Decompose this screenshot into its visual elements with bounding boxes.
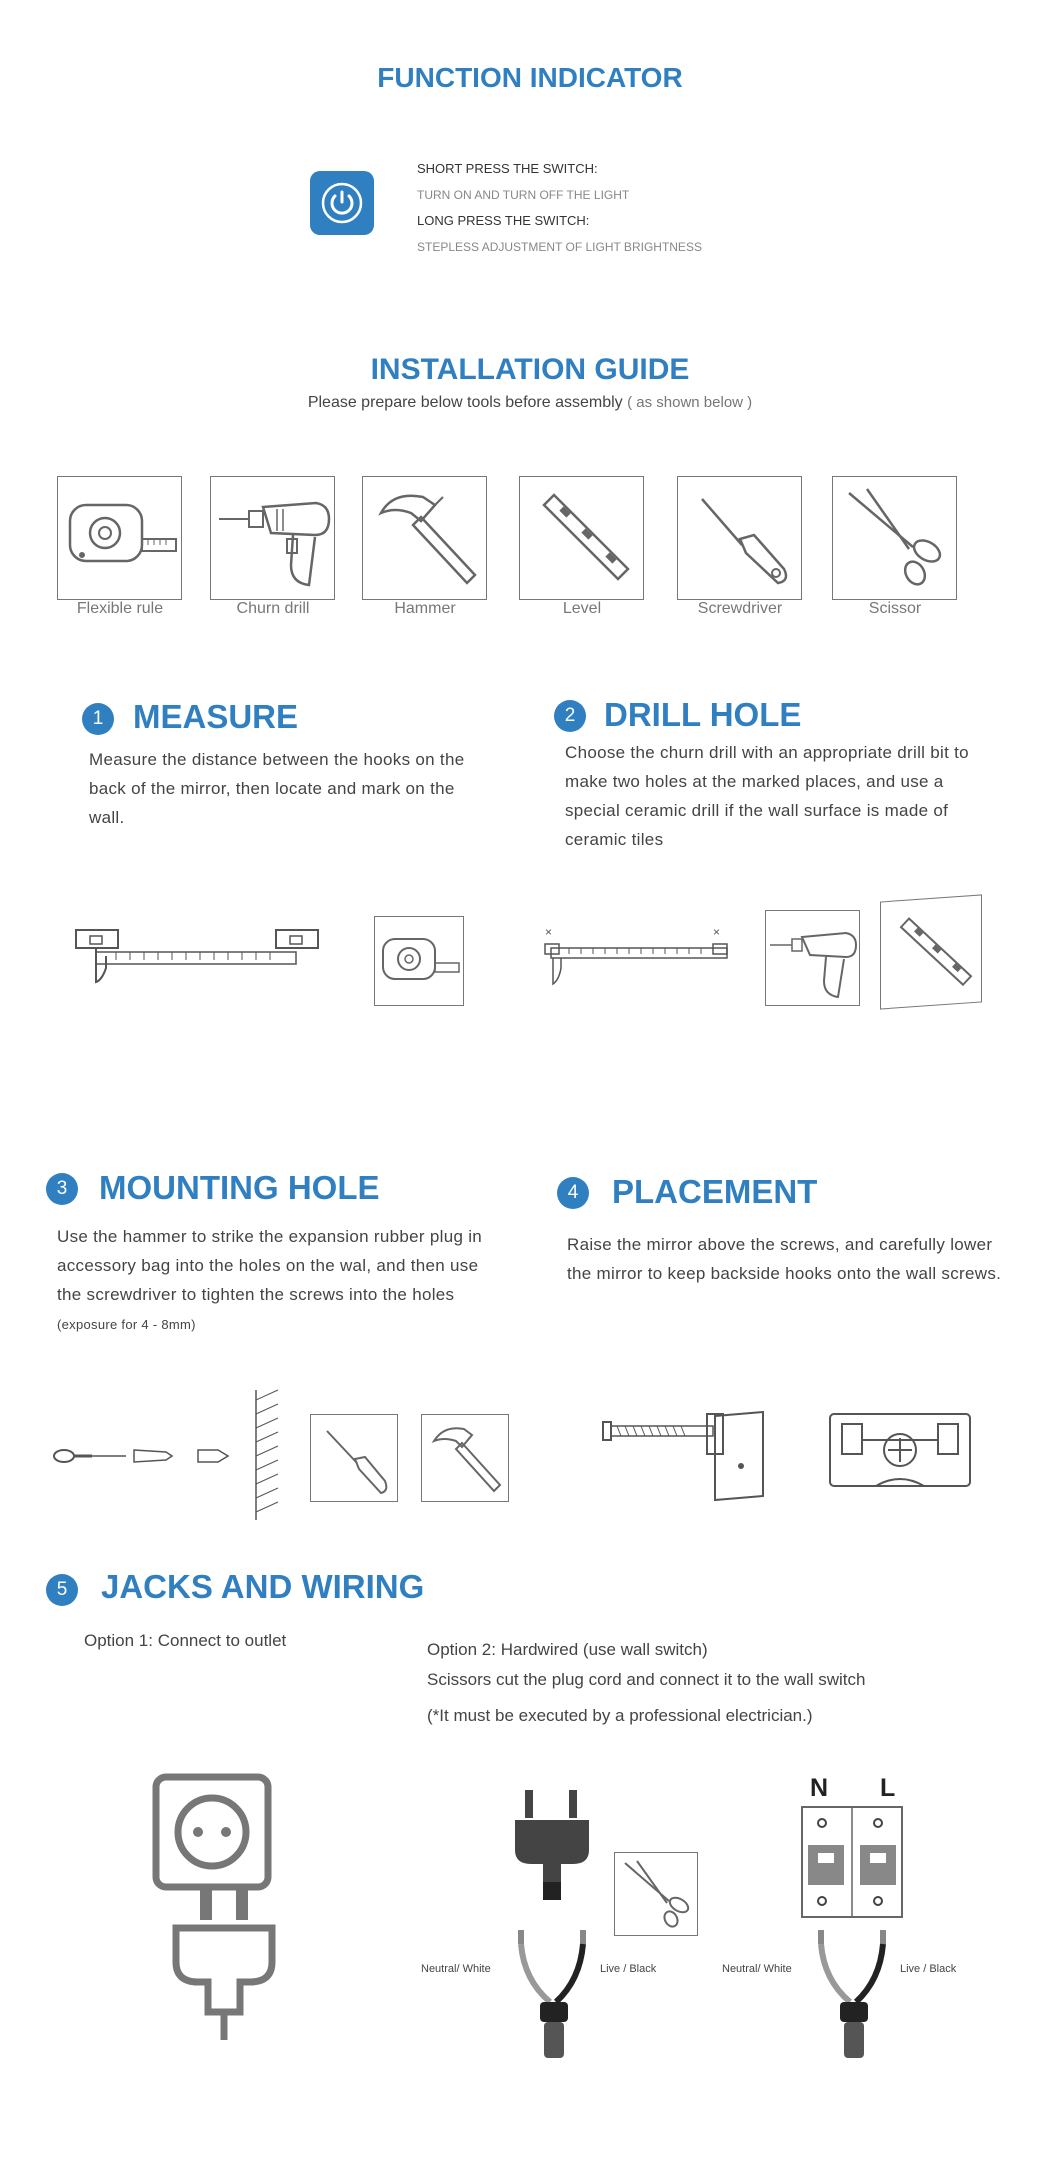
drill-icon — [766, 911, 861, 1007]
long-press-label: LONG PRESS THE SWITCH: — [417, 213, 590, 228]
svg-text:×: × — [545, 925, 553, 939]
short-press-desc: TURN ON AND TURN OFF THE LIGHT — [417, 188, 630, 202]
option-2-title: Option 2: Hardwired (use wall switch) — [427, 1640, 708, 1659]
step-3-note: (exposure for 4 - 8mm) — [57, 1317, 196, 1332]
tool-drill — [210, 476, 335, 600]
breaker-neutral-label: Neutral/ White — [722, 1963, 792, 1975]
function-indicator-title: FUNCTION INDICATOR — [377, 62, 683, 93]
breaker-n-label: N — [810, 1774, 829, 1802]
short-press-label: SHORT PRESS THE SWITCH: — [417, 161, 598, 176]
drill-illustration — [545, 924, 745, 1004]
step-4-title: PLACEMENT — [612, 1173, 818, 1210]
long-press-desc: STEPLESS ADJUSTMENT OF LIGHT BRIGHTNESS — [417, 240, 702, 254]
step-3-body: Use the hammer to strike the expansion rubber plug in accessory bag into the holes on the wal, and then use the screwdriver to tighten the screws into the holes — [57, 1227, 483, 1304]
tool-screwdriver — [677, 476, 802, 600]
option-2-live-label: Live / Black — [600, 1963, 657, 1975]
tool-label-screwdriver: Screwdriver — [697, 600, 783, 617]
placement-hook-detail — [830, 1414, 970, 1494]
subtitle-note: ( as shown below ) — [627, 394, 753, 411]
drill-icon — [211, 477, 336, 601]
step-1-number: 1 — [82, 703, 114, 735]
step-3-text — [57, 1222, 507, 1339]
tool-label-drill: Churn drill — [236, 600, 310, 617]
mounting-illustration — [50, 1390, 300, 1520]
option-1-label: Option 1: Connect to outlet — [84, 1631, 287, 1650]
scissors-icon — [833, 477, 958, 601]
drill-box — [765, 910, 860, 1006]
breaker-wires — [810, 1920, 920, 2070]
tool-tape-measure — [57, 476, 182, 600]
tape-measure-icon — [58, 477, 183, 601]
installation-guide-subtitle — [0, 394, 1060, 412]
level-box — [880, 894, 982, 1009]
breaker-l-label: L — [880, 1774, 896, 1802]
step-4-number: 4 — [557, 1177, 589, 1209]
tool-level — [519, 476, 644, 600]
step-2-text: Choose the churn drill with an appropriate drill bit to make two holes at the marked places, and use a special ceramic drill if the wall surface is made of ceramic tiles — [565, 743, 969, 849]
subtitle-main: Please prepare below tools before assembly — [307, 394, 623, 411]
placement-screw-bracket — [603, 1400, 773, 1500]
option-2-warning: (*It must be executed by a professional electrician.) — [427, 1706, 813, 1725]
tool-hammer — [362, 476, 487, 600]
measure-tape-box — [374, 916, 464, 1006]
step-5-number: 5 — [46, 1574, 78, 1606]
step-1-title: MEASURE — [133, 698, 299, 735]
breaker-icon — [800, 1805, 910, 1925]
installation-guide-title: INSTALLATION GUIDE — [370, 353, 690, 386]
tool-label-hammer: Hammer — [394, 600, 456, 617]
level-icon — [520, 477, 645, 601]
hammer-icon — [422, 1415, 510, 1503]
step-2-number: 2 — [554, 700, 586, 732]
breaker-live-label: Live / Black — [900, 1963, 957, 1975]
tape-measure-icon — [375, 917, 465, 1007]
step-4-text: Raise the mirror above the screws, and carefully lower the mirror to keep backside hooks onto the wall screws. — [567, 1235, 1002, 1283]
plug-icon — [170, 1890, 290, 2040]
scissors-icon — [615, 1853, 699, 1937]
hammer-icon — [363, 477, 488, 601]
screwdriver-icon — [311, 1415, 399, 1503]
tool-scissors — [832, 476, 957, 600]
mounting-screwdriver-box — [310, 1414, 398, 1502]
measure-illustration — [76, 922, 336, 1002]
power-icon — [310, 171, 374, 235]
step-1-text: Measure the distance between the hooks on the back of the mirror, then locate and mark on the wall. — [89, 750, 465, 827]
tool-label-scissors: Scissor — [868, 600, 922, 617]
step-3-number: 3 — [46, 1173, 78, 1205]
svg-text:×: × — [713, 925, 721, 939]
screwdriver-icon — [678, 477, 803, 601]
option-2-text: Scissors cut the plug cord and connect it to the wall switch — [427, 1670, 866, 1689]
option-2-plug — [513, 1790, 603, 1910]
option-2-neutral-label: Neutral/ White — [421, 1963, 491, 1975]
step-2-title: DRILL HOLE — [604, 696, 802, 733]
option-2-wires — [510, 1920, 620, 2070]
step-3-title: MOUNTING HOLE — [99, 1169, 380, 1206]
tool-label-tape-measure: Flexible rule — [76, 600, 164, 617]
tool-label-level: Level — [562, 600, 602, 617]
level-icon — [881, 895, 983, 1010]
option-2-scissors-box — [614, 1852, 698, 1936]
mounting-hammer-box — [421, 1414, 509, 1502]
step-5-title: JACKS AND WIRING — [101, 1568, 425, 1605]
